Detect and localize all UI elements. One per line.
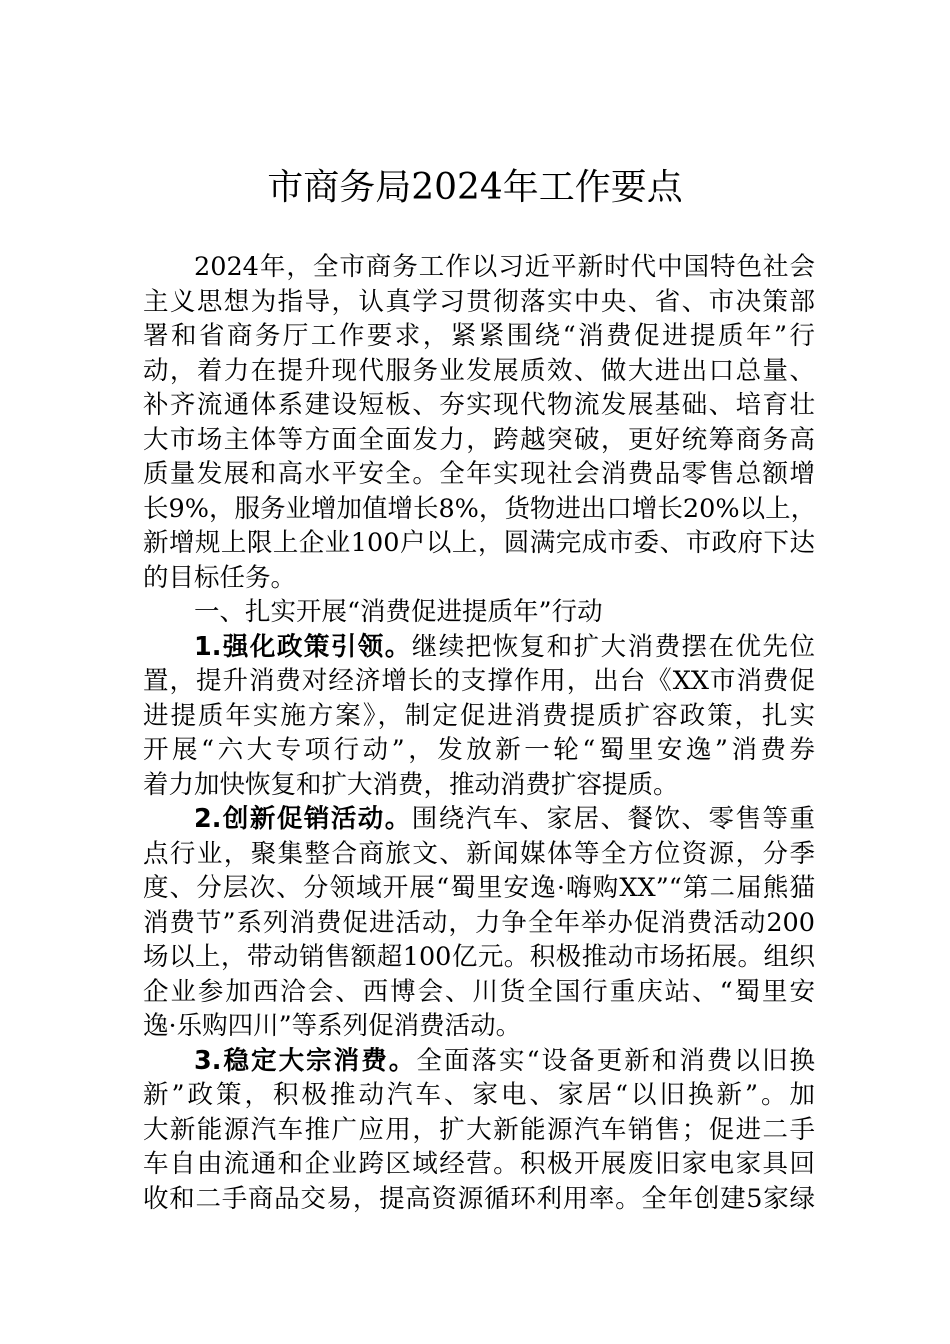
item-line: 车自由流通和企业跨区域经营。积极开展废旧家电家具回 — [143, 1149, 815, 1179]
item-line: 置，提升消费对经济增长的支撑作用，出台《XX市消费促 — [143, 666, 815, 696]
item-line: 着力加快恢复和扩大消费，推动消费扩容提质。 — [143, 769, 679, 800]
item-1-paragraph — [143, 630, 815, 803]
item-line: 消费节”系列消费促进活动，力争全年举办促消费活动200 — [143, 907, 815, 938]
item-first-line — [143, 630, 815, 665]
item-2-paragraph — [143, 802, 815, 1044]
section-1-heading-block — [143, 595, 815, 630]
item-line: 逸·乐购四川”等系列促消费活动。 — [143, 1011, 522, 1041]
intro-line: 动，着力在提升现代服务业发展质效、做大进出口总量、 — [143, 355, 815, 386]
item-line: 收和二手商品交易，提高资源循环利用率。全年创建5家绿 — [143, 1183, 815, 1214]
item-line: 大新能源汽车推广应用，扩大新能源汽车销售；促进二手 — [143, 1114, 815, 1145]
section-heading: 一、扎实开展“消费促进提质年”行动 — [194, 597, 603, 627]
item-text: 围绕汽车、家居、餐饮、零售等重 — [411, 804, 815, 834]
item-text: 继续把恢复和扩大消费摆在优先位 — [411, 631, 815, 662]
intro-line: 2024年，全市商务工作以习近平新时代中国特色社会 — [194, 252, 815, 282]
item-line: 点行业，聚集整合商旅文、新闻媒体等全方位资源，分季 — [143, 838, 815, 869]
item-line: 新”政策，积极推动汽车、家电、家居“以旧换新”。加 — [143, 1080, 815, 1110]
item-line: 场以上，带动销售额超100亿元。积极推动市场拓展。组织 — [143, 942, 815, 972]
intro-paragraph — [143, 250, 815, 595]
intro-line: 质量发展和高水平安全。全年实现社会消费品零售总额增 — [143, 459, 815, 489]
item-label: 3.稳定大宗消费。 — [194, 1045, 417, 1076]
item-line: 开展“六大专项行动”，发放新一轮“蜀里安逸”消费券 — [143, 735, 815, 765]
item-line: 企业参加西洽会、西博会、川货全国行重庆站、“蜀里安 — [143, 976, 815, 1007]
item-label: 1.强化政策引领。 — [194, 631, 412, 662]
intro-line: 新增规上限上企业100户以上，圆满完成市委、市政府下达 — [143, 528, 815, 558]
intro-line: 署和省商务厅工作要求，紧紧围绕“消费促进提质年”行 — [143, 321, 815, 351]
item-first-line — [143, 1044, 815, 1079]
item-line: 进提质年实施方案》，制定促进消费提质扩容政策，扎实 — [143, 700, 815, 731]
intro-line: 补齐流通体系建设短板、夯实现代物流发展基础、培育壮 — [143, 390, 815, 420]
item-3-paragraph — [143, 1044, 815, 1217]
intro-line: 大市场主体等方面全面发力，跨越突破，更好统筹商务高 — [143, 424, 815, 455]
item-text: 全面落实“设备更新和消费以旧换 — [416, 1045, 815, 1076]
item-line: 度、分层次、分领域开展“蜀里安逸·嗨购XX”“第二届熊猫 — [143, 873, 815, 903]
intro-line: 的目标任务。 — [143, 562, 297, 593]
item-first-line — [143, 802, 815, 837]
document-body — [143, 250, 815, 1216]
document-title: 市商务局2024年工作要点 — [267, 167, 683, 208]
intro-line: 长9%，服务业增加值增长8%，货物进出口增长20%以上， — [143, 493, 817, 524]
intro-line: 主义思想为指导，认真学习贯彻落实中央、省、市决策部 — [143, 286, 815, 317]
item-label: 2.创新促销活动。 — [194, 804, 412, 834]
